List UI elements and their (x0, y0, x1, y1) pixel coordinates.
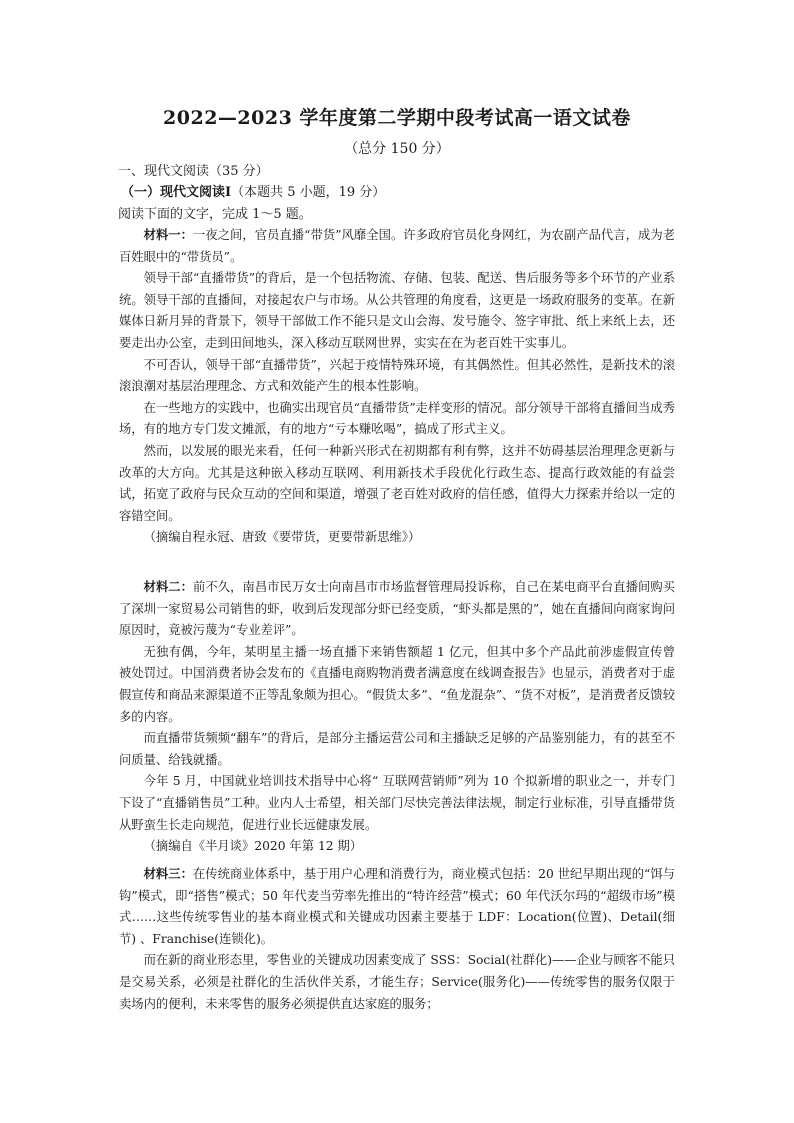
paragraph: 材料三：在传统商业体系中，基于用户心理和消费行为，商业模式包括：20 世纪早期出现的“饵与钩”模式，即“搭售”模式；50 年代麦当劳率先推出的“特许经营”模式；60 年代沃尔玛的“超级市场”模式……这些传统零售业的基本商业模式和关键成功因素主要基于 LDF：Location(位置)、Detail(细节) 、Franchise(连锁化)。 (119, 866, 675, 946)
paragraph: 无独有偶，今年，某明星主播一场直播下来销售额超 1 亿元，但其中多个产品此前涉虚假宣传曾被处罚过。中国消费者协会发布的《直播电商购物消费者满意度在线调查报告》也显示，消费者对于虚假宣传和商品来源渠道不正等乱象颇为担心。“假货太多”、“鱼龙混杂”、“货不对板”，是消费者反馈较多的内容。 (119, 644, 675, 724)
total-score: （总分 150 分） (344, 141, 450, 157)
source-citation: （摘编自程永冠、唐致《要带货，更要带新思维》） (143, 530, 421, 545)
source-citation: （摘编自《半月谈》2020 年第 12 期） (143, 839, 363, 854)
material-label: 材料三： (143, 866, 193, 881)
part-note: （本题共 5 小题，19 分） (231, 185, 386, 200)
paragraph: 今年 5 月，中国就业培训技术指导中心将“ 互联网营销师”列为 10 个拟新增的职业之一，并专门下设了“直播销售员”工种。业内人士希望，相关部门尽快完善法律法规，制定行业标准，引导直播带货从野蛮生长走向规范，促进行业长远健康发展。 (119, 774, 675, 832)
paragraph: 而直播带货频频“翻车”的背后，是部分主播运营公司和主播缺乏足够的产品鉴别能力，有的甚至不问质量、给钱就播。 (119, 731, 675, 767)
paragraph: 材料一：一夜之间，官员直播“带货”风靡全国。许多政府官员化身网红，为农副产品代言，成为老百姓眼中的“带货员”。 (119, 227, 675, 264)
material-2 (119, 576, 675, 858)
part-heading (121, 181, 385, 200)
paragraph: 然而，以发展的眼光来看，任何一种新兴形式在初期都有利有弊，这并不妨碍基层治理理念更新与改革的大方向。尤其是这种嵌入移动互联网、利用新技术手段优化行政生态、提高行政效能的有益尝试，拓宽了政府与民众互动的空间和渠道，增强了老百姓对政府的信任感，值得大力探索并给以一定的容错空间。 (119, 443, 675, 523)
section-heading: 一、现代文阅读（35 分） (118, 164, 269, 179)
paragraph: 在一些地方的实践中，也确实出现官员“直播带货”走样变形的情况。部分领导干部将直播间当成秀场，有的地方专门发文摊派，有的地方“亏本赚吆喝”，搞成了形式主义。 (119, 400, 675, 437)
part-title: （一）现代文阅读Ⅰ (121, 185, 232, 200)
paragraph: 材料二：前不久，南昌市民万女士向南昌市市场监督管理局投诉称，自己在某电商平台直播间购买了深圳一家贸易公司销售的虾，收到后发现部分虾已经变质，“虾头都是黑的”，她在直播间向商家询问原因时，竟被污蔑为“专业差评”。 (119, 579, 675, 638)
exam-title: 2022—2023 学年度第二学期中段考试高一语文试卷 (163, 107, 631, 129)
instruction: 阅读下面的文字，完成 1～5 题。 (118, 207, 312, 222)
paragraph: 不可否认，领导干部“直播带货”，兴起于疫情特殊环境，有其偶然性。但其必然性，是新技术的滚滚浪潮对基层治理理念、方式和效能产生的根本性影响。 (119, 357, 675, 394)
material-label: 材料一： (143, 227, 193, 242)
material-label: 材料二： (143, 579, 194, 594)
paragraph: 而在新的商业形态里，零售业的关键成功因素变成了 SSS：Social(社群化)——企业与顾客不能只是交易关系，必须是社群化的生活伙伴关系，才能生存；Service(服务化)——传统零售的服务仅限于卖场内的便利，未来零售的服务必须提供直达家庭的服务； (119, 953, 675, 1011)
material-3 (119, 863, 675, 1015)
material-1 (119, 224, 675, 549)
paragraph: 领导干部“直播带货”的背后，是一个包括物流、存储、包装、配送、售后服务等多个环节的产业系统。领导干部的直播间，对接起农户与市场。从公共管理的角度看，这更是一场政府服务的变革。在新媒体日新月异的背景下，领导干部做工作不能只是文山会海、发号施令、签字审批、纸上来纸上去，还要走出办公室，走到田间地头，深入移动互联网世界，实实在在为老百姓干实事儿。 (119, 271, 675, 350)
